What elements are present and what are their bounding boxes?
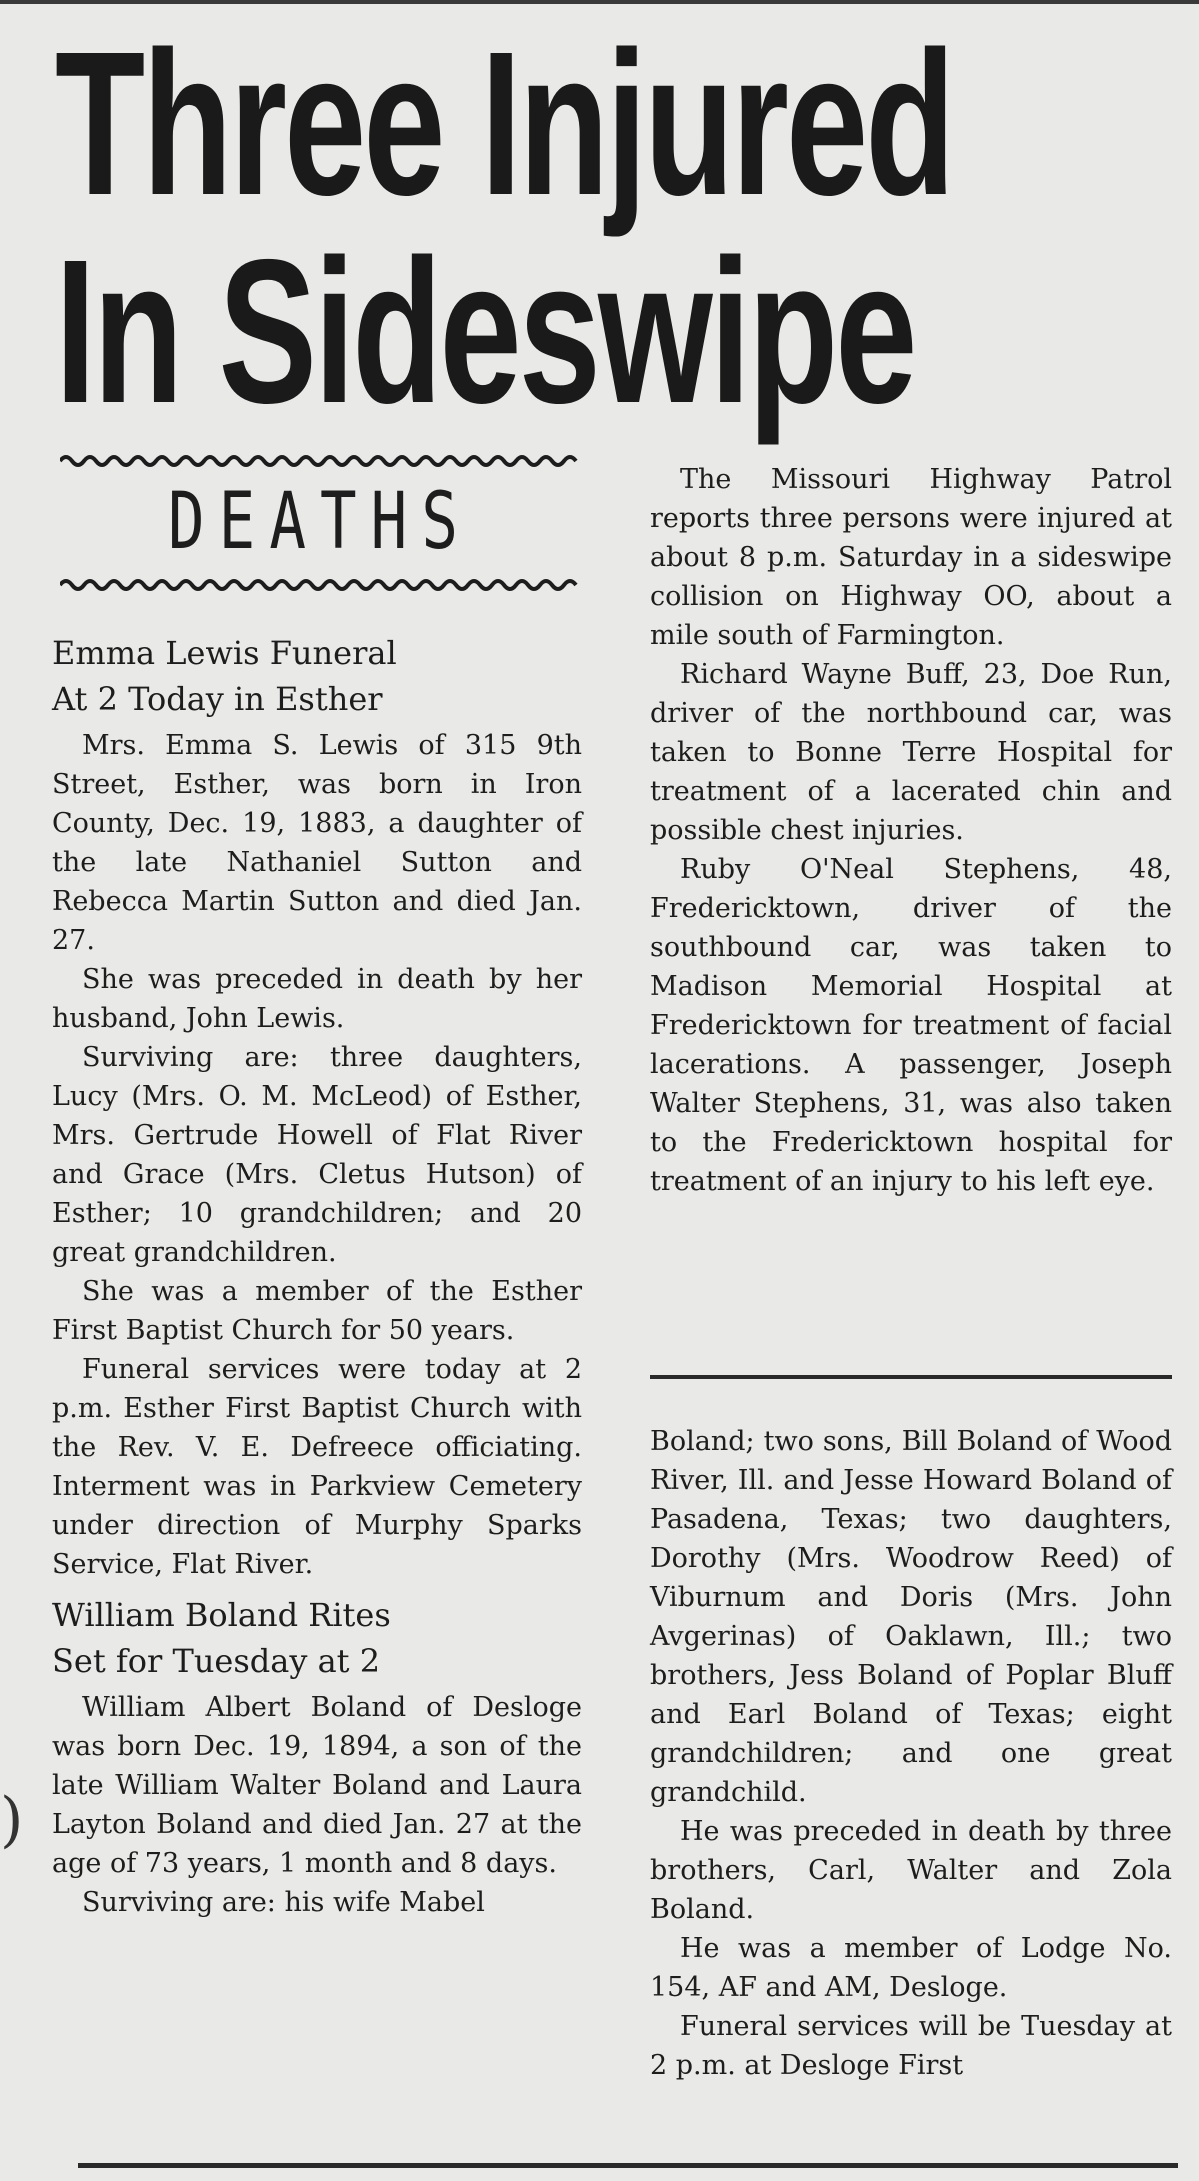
right-column-top (650, 460, 1172, 1201)
paragraph: Richard Wayne Buff, 23, Doe Run, driver of the northbound car, was taken to Bonne Terre Hospital for treatment of a lacerated chin and possible chest injuries. (650, 659, 1172, 846)
paragraph: She was a member of the Esther First Baptist Church for 50 years. (52, 1276, 582, 1346)
obit-heading-line: Emma Lewis Funeral (52, 634, 397, 672)
paragraph: Ruby O'Neal Stephens, 48, Fredericktown, driver of the southbound car, was taken to Madison Memorial Hospital at Fredericktown for treatment of facial lacerations. A passenger, Joseph Walter Stephens, 31, was also taken to the Fredericktown hospital for treatment of an injury to his left eye. (650, 854, 1172, 1197)
paragraph: Funeral services will be Tuesday at 2 p.m. at Desloge First (650, 2011, 1172, 2081)
bottom-rule (78, 2163, 1178, 2168)
obit-heading-line: At 2 Today in Esther (52, 680, 383, 718)
paragraph: Mrs. Emma S. Lewis of 315 9th Street, Esther, was born in Iron County, Dec. 19, 1883, a daughter of the late Nathaniel Sutton and Rebecca Martin Sutton and died Jan. 27. (52, 730, 582, 956)
paragraph: The Missouri Highway Patrol reports three persons were injured at about 8 p.m. Saturday in a sideswipe collision on Highway OO, about a mile south of Farmington. (650, 464, 1172, 651)
paragraph: Boland; two sons, Bill Boland of Wood River, Ill. and Jesse Howard Boland of Pasadena, Texas; two daughters, Dorothy (Mrs. Woodrow Reed) of Viburnum and Doris (Mrs. John Avgerinas) of Oaklawn, Ill.; two brothers, Jess Boland of Poplar Bluff and Earl Boland of Texas; eight grandchildren; and one great grandchild. (650, 1426, 1172, 1808)
left-column (52, 622, 582, 1922)
headline-line-1: Three Injured (55, 9, 953, 238)
wavy-rule-bottom (60, 576, 580, 594)
headline (55, 9, 953, 446)
deaths-title: DEATHS (167, 477, 473, 567)
wavy-rule-top (60, 452, 580, 470)
paragraph: He was preceded in death by three brothers, Carl, Walter and Zola Boland. (650, 1816, 1172, 1925)
paragraph: He was a member of Lodge No. 154, AF and AM, Desloge. (650, 1933, 1172, 2003)
paragraph: She was preceded in death by her husband, John Lewis. (52, 964, 582, 1034)
column-divider (650, 1375, 1172, 1379)
obit-heading-line: William Boland Rites (52, 1596, 391, 1634)
deaths-banner (60, 448, 580, 598)
obit-heading-boland (52, 1592, 582, 1684)
headline-line-2: In Sideswipe (55, 217, 915, 446)
obit-heading-line: Set for Tuesday at 2 (52, 1642, 381, 1680)
paragraph: Surviving are: three daughters, Lucy (Mrs. O. M. McLeod) of Esther, Mrs. Gertrude Howell of Flat River and Grace (Mrs. Cletus Hutson) of Esther; 10 grandchildren; and 20 great grandchildren. (52, 1042, 582, 1268)
obit-heading-lewis (52, 630, 582, 722)
paragraph: William Albert Boland of Desloge was born Dec. 19, 1894, a son of the late William Walter Boland and Laura Layton Boland and died Jan. 27 at the age of 73 years, 1 month and 8 days. (52, 1692, 582, 1879)
paragraph: Surviving are: his wife Mabel (82, 1887, 485, 1918)
top-rule (0, 0, 1199, 4)
paragraph: Funeral services were today at 2 p.m. Esther First Baptist Church with the Rev. V. E. Defreece officiating. Interment was in Parkview Cemetery under direction of Murphy Sparks Service, Flat River. (52, 1354, 582, 1580)
margin-mark: ) (0, 1785, 24, 1855)
right-column-bottom (650, 1422, 1172, 2085)
